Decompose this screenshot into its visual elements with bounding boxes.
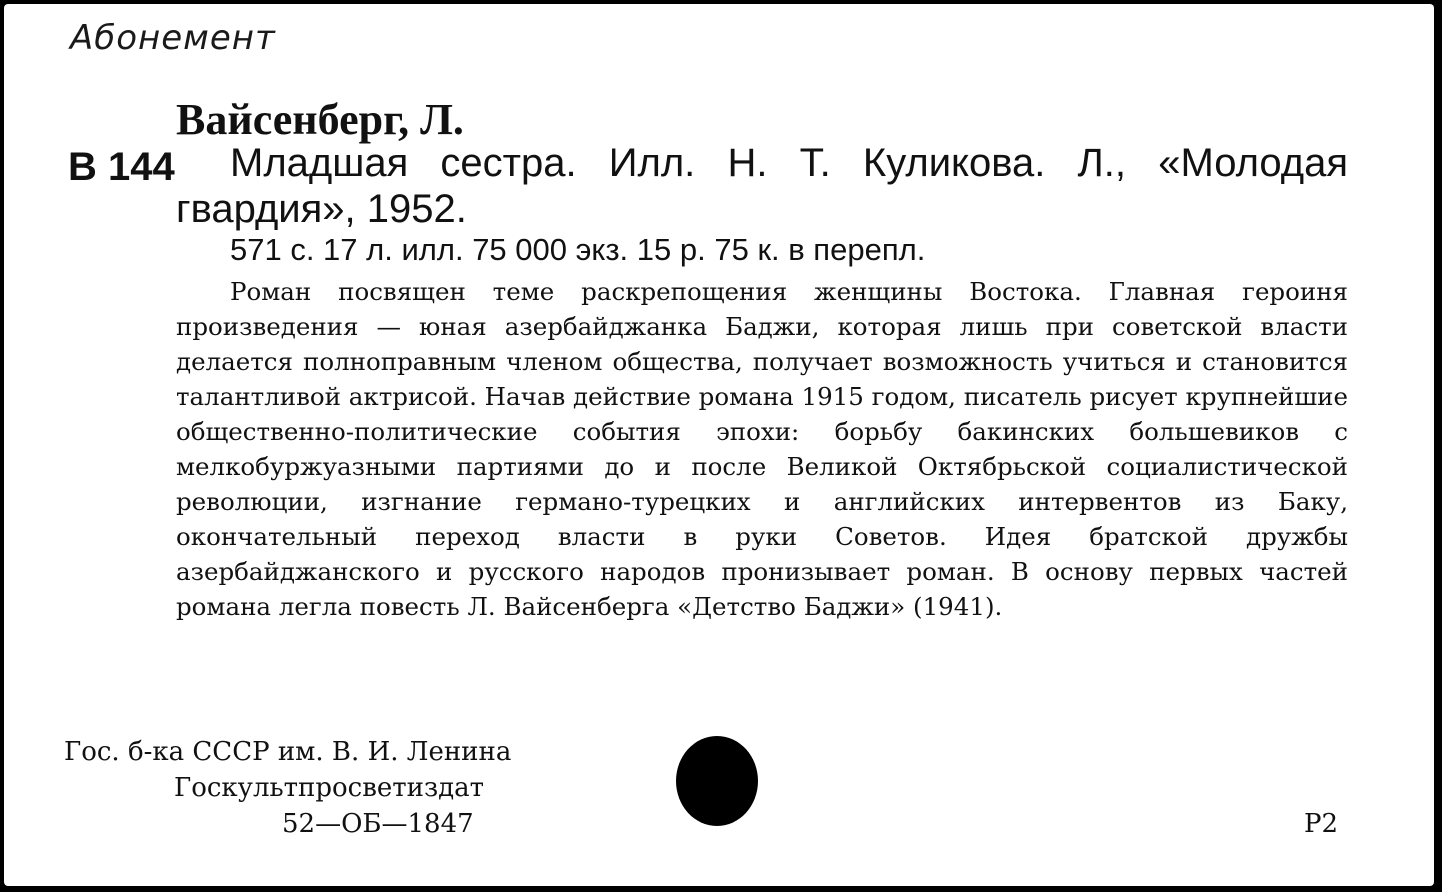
punch-hole — [676, 736, 758, 826]
collation-line: 571 с. 17 л. илл. 75 000 экз. 15 р. 75 к. в перепл. — [230, 232, 926, 267]
publisher-imprint: Госкультпросветиздат — [174, 773, 485, 803]
card-number: 52—ОБ—1847 — [282, 809, 474, 839]
title-statement: Младшая сестра. Илл. Н. Т. Куликова. Л., «Молодая гвардия», 1952. — [176, 141, 1348, 231]
author-heading: Вайсенберг, Л. — [176, 95, 464, 144]
call-number: В 144 — [68, 145, 175, 189]
library-imprint: Гос. б-ка СССР им. В. И. Ленина — [64, 737, 512, 767]
annotation-paragraph: Роман посвящен теме раскрепощения женщины Востока. Главная героиня произведения — юная азербайджанка Баджи, которая лишь при советской власти делается полноправным членом общества, получает возможность учиться и становится талантливой актрисой. Начав действие романа 1915 годом, писатель рисует крупнейшие общественно-политические события эпохи: борьбу бакинских большевиков с мелкобуржуазными партиями до и после Великой Октябрьской социалистической революции, изгнание германо-турецких и английских интервентов из Баку, окончательный переход власти в руки Советов. Идея братской дружбы азербайджанского и русского народов пронизывает роман. В основу первых частей романа легла повесть Л. Вайсенберга «Детство Баджи» (1941). — [176, 277, 1348, 621]
catalog-card — [4, 4, 1434, 886]
section-label: Абонемент — [70, 18, 276, 58]
series-mark: Р2 — [1304, 809, 1339, 839]
